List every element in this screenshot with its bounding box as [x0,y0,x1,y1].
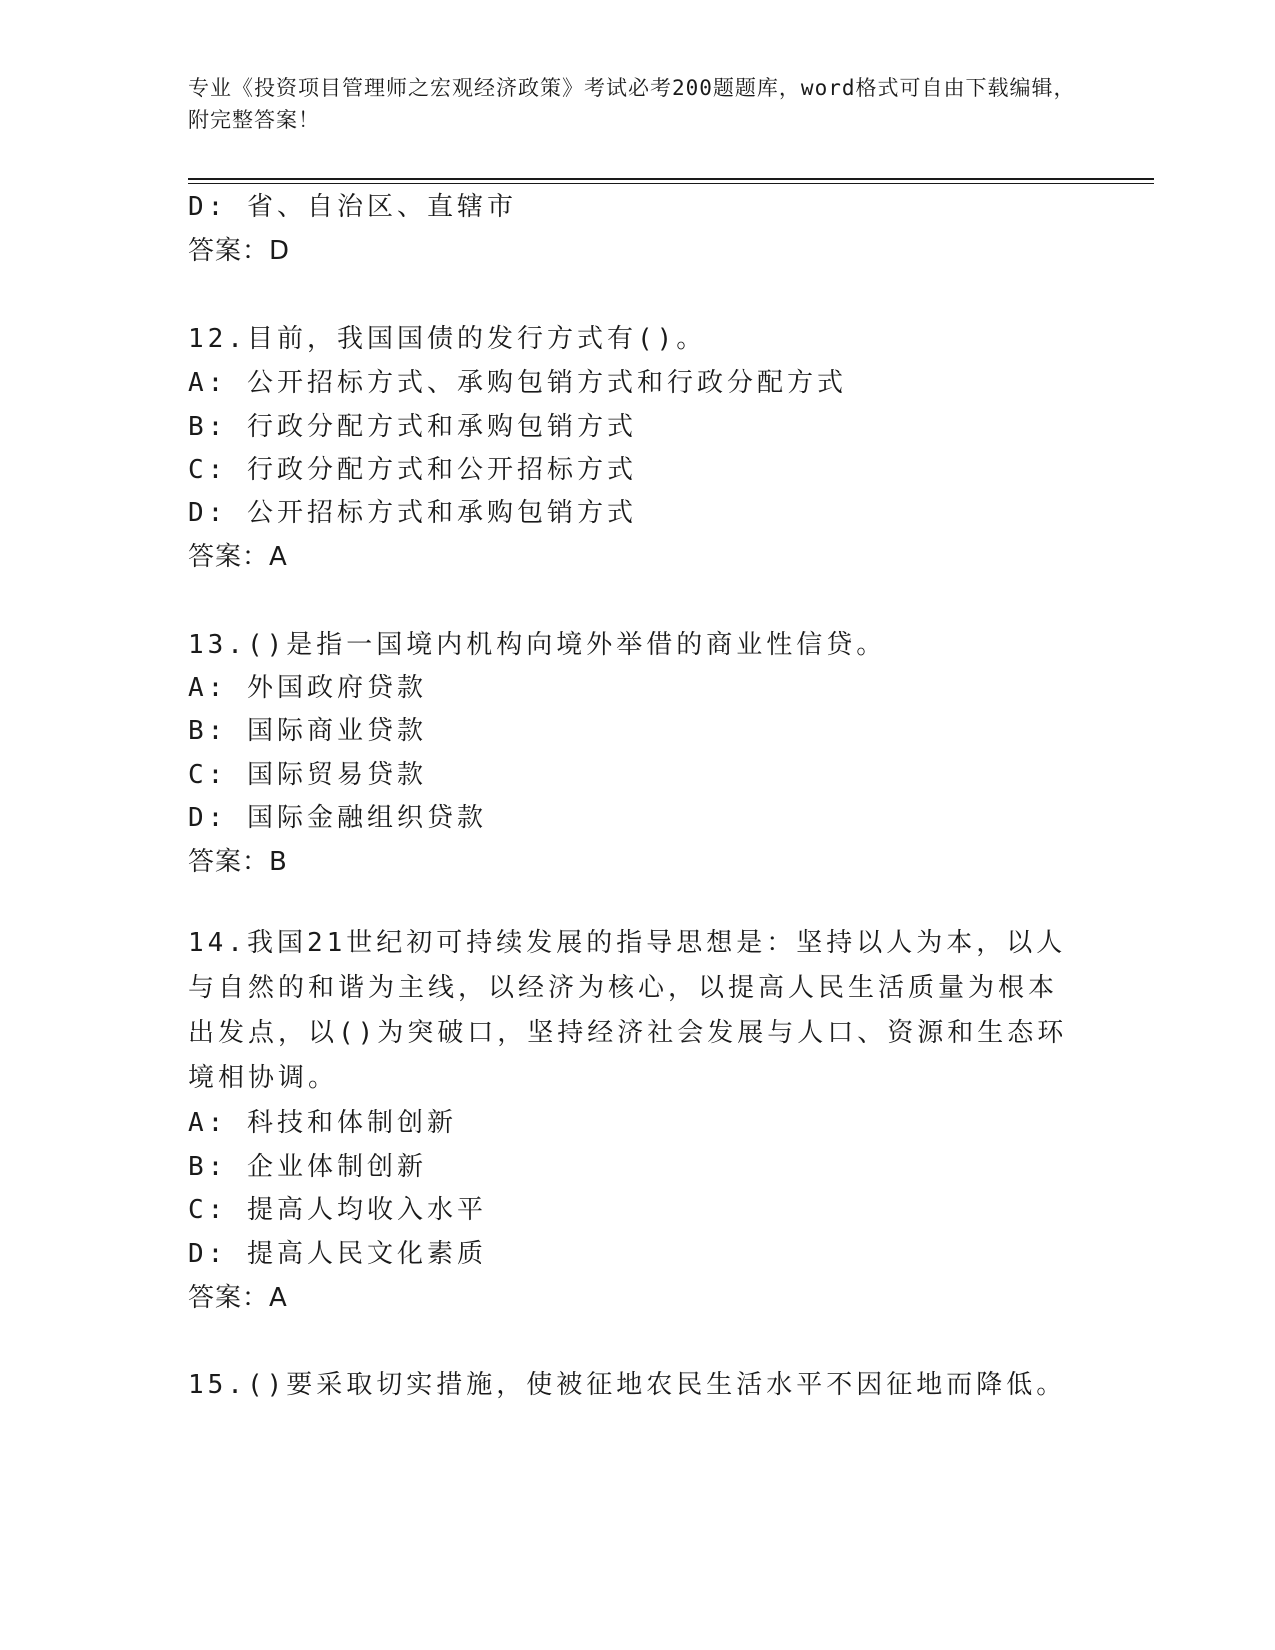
q12-answer: 答案：A [188,542,288,572]
document-intro: 专业《投资项目管理师之宏观经济政策》考试必考200题题库，word格式可自由下载编辑，附完整答案！ [188,76,1076,132]
header-divider [188,178,1154,180]
q12-option-d: D: 公开招标方式和承购包销方式 [188,498,637,528]
q13-question: 13.()是指一国境内机构向境外举借的商业性信贷。 [188,630,887,660]
q15-question: 15.()要采取切实措施，使被征地农民生活水平不因征地而降低。 [188,1370,1067,1400]
q14-question: 14.我国21世纪初可持续发展的指导思想是：坚持以人为本，以人与自然的和谐为主线，以经济为核心，以提高人民生活质量为根本出发点，以()为突破口，坚持经济社会发展与人口、资源和生态环境相协调。 [188,928,1068,1093]
q13-option-c: C: 国际贸易贷款 [188,760,427,790]
q11-option-d: D: 省、自治区、直辖市 [188,192,517,222]
q14-option-d: D: 提高人民文化素质 [188,1239,487,1269]
q11-answer: 答案：D [188,236,291,266]
q13-answer: 答案：B [188,847,288,877]
header-divider-thin [188,183,1154,184]
q14-option-b: B: 企业体制创新 [188,1152,427,1182]
q12-option-b: B: 行政分配方式和承购包销方式 [188,412,637,442]
q14-answer: 答案：A [188,1283,288,1313]
q12-option-a: A: 公开招标方式、承购包销方式和行政分配方式 [188,368,847,398]
q12-question: 12.目前，我国国债的发行方式有()。 [188,324,707,354]
q14-option-a: A: 科技和体制创新 [188,1108,457,1138]
q13-option-d: D: 国际金融组织贷款 [188,803,487,833]
q14-option-c: C: 提高人均收入水平 [188,1195,487,1225]
q12-option-c: C: 行政分配方式和公开招标方式 [188,455,637,485]
q13-option-b: B: 国际商业贷款 [188,716,427,746]
q13-option-a: A: 外国政府贷款 [188,673,427,703]
